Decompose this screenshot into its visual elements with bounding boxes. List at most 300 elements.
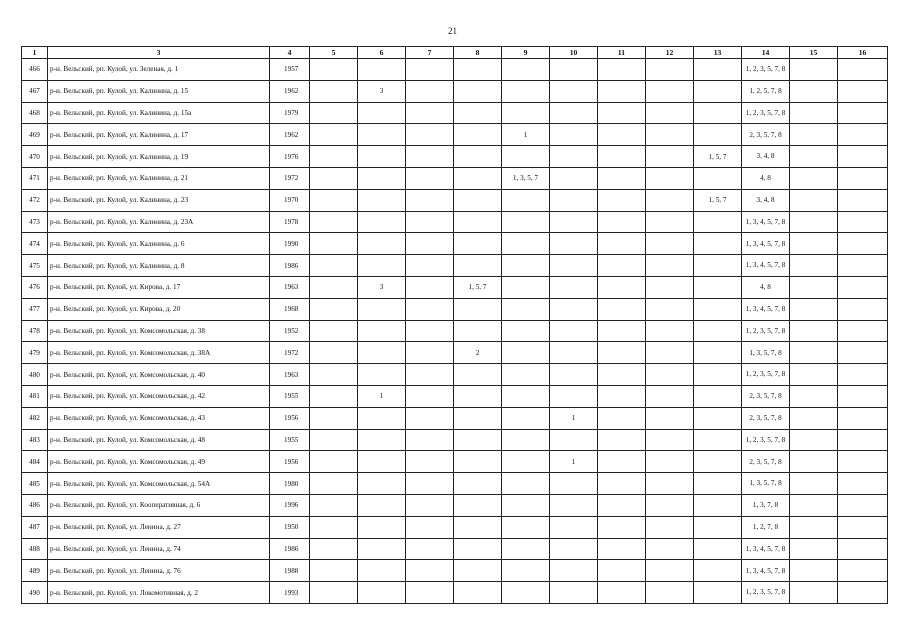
col-10-cell — [550, 167, 598, 189]
table-row — [22, 560, 888, 582]
col-15-cell — [790, 276, 838, 298]
col-16-cell — [838, 146, 888, 168]
table-row — [22, 451, 888, 473]
col-12-cell — [646, 429, 694, 451]
col-9-cell — [502, 211, 550, 233]
col-7-cell — [406, 364, 454, 386]
col-9-cell — [502, 146, 550, 168]
col-12-cell — [646, 385, 694, 407]
col-9-cell — [502, 364, 550, 386]
table-row — [22, 407, 888, 429]
col-5-cell — [310, 255, 358, 277]
col-11-cell — [598, 124, 646, 146]
col-16-cell — [838, 298, 888, 320]
col-7-cell — [406, 320, 454, 342]
row-number: 487 — [22, 516, 48, 538]
year-cell: 1970 — [270, 189, 310, 211]
col-14-cell: 1, 2, 3, 5, 7, 8 — [742, 102, 790, 124]
col-16-cell — [838, 59, 888, 81]
col-7-cell — [406, 451, 454, 473]
col-16-cell — [838, 364, 888, 386]
col-15-cell — [790, 364, 838, 386]
address-cell: р-н. Вельский, рп. Кулой, ул. Калинина, д. 21 — [48, 167, 270, 189]
col-5-cell — [310, 59, 358, 81]
col-7-cell — [406, 385, 454, 407]
col-10-cell: 1 — [550, 407, 598, 429]
col-14-cell: 1, 3, 4, 5, 7, 8 — [742, 560, 790, 582]
col-8-cell — [454, 429, 502, 451]
col-13-cell — [694, 298, 742, 320]
col-7-cell — [406, 342, 454, 364]
col-6-cell — [358, 59, 406, 81]
col-15-cell — [790, 102, 838, 124]
address-cell: р-н. Вельский, рп. Кулой, ул. Калинина, д. 15 — [48, 80, 270, 102]
col-8-cell — [454, 255, 502, 277]
year-cell: 1950 — [270, 516, 310, 538]
year-cell: 1957 — [270, 59, 310, 81]
col-9-cell — [502, 494, 550, 516]
col-12-cell — [646, 342, 694, 364]
col-16-cell — [838, 494, 888, 516]
column-header-8: 8 — [454, 47, 502, 59]
col-14-cell: 1, 3, 4, 5, 7, 8 — [742, 298, 790, 320]
col-9-cell — [502, 560, 550, 582]
table-row — [22, 582, 888, 604]
col-13-cell — [694, 516, 742, 538]
row-number: 475 — [22, 255, 48, 277]
col-9-cell — [502, 189, 550, 211]
col-5-cell — [310, 298, 358, 320]
col-12-cell — [646, 516, 694, 538]
col-6-cell — [358, 560, 406, 582]
col-14-cell: 2, 3, 5, 7, 8 — [742, 385, 790, 407]
year-cell: 1962 — [270, 80, 310, 102]
col-13-cell — [694, 364, 742, 386]
col-5-cell — [310, 407, 358, 429]
table-row — [22, 342, 888, 364]
address-cell: р-н. Вельский, рп. Кулой, ул. Калинина, д. 8 — [48, 255, 270, 277]
row-number: 473 — [22, 211, 48, 233]
col-14-cell: 1, 3, 5, 7, 8 — [742, 473, 790, 495]
col-7-cell — [406, 494, 454, 516]
col-11-cell — [598, 276, 646, 298]
col-5-cell — [310, 80, 358, 102]
col-15-cell — [790, 407, 838, 429]
col-7-cell — [406, 429, 454, 451]
col-6-cell — [358, 538, 406, 560]
col-11-cell — [598, 211, 646, 233]
year-cell: 1963 — [270, 364, 310, 386]
address-cell: р-н. Вельский, рп. Кулой, ул. Калинина, д. 19 — [48, 146, 270, 168]
col-15-cell — [790, 451, 838, 473]
col-9-cell — [502, 298, 550, 320]
col-10-cell — [550, 342, 598, 364]
address-cell: р-н. Вельский, рп. Кулой, ул. Комсомольская, д. 42 — [48, 385, 270, 407]
col-12-cell — [646, 276, 694, 298]
col-6-cell — [358, 211, 406, 233]
col-14-cell: 1, 2, 3, 5, 7, 8 — [742, 320, 790, 342]
row-number: 478 — [22, 320, 48, 342]
col-10-cell — [550, 189, 598, 211]
col-11-cell — [598, 342, 646, 364]
address-cell: р-н. Вельский, рп. Кулой, ул. Ленина, д. 27 — [48, 516, 270, 538]
col-15-cell — [790, 538, 838, 560]
table-row — [22, 320, 888, 342]
col-6-cell — [358, 473, 406, 495]
col-5-cell — [310, 429, 358, 451]
column-header-12: 12 — [646, 47, 694, 59]
column-header-4: 4 — [270, 47, 310, 59]
col-11-cell — [598, 189, 646, 211]
col-15-cell — [790, 189, 838, 211]
col-8-cell — [454, 407, 502, 429]
col-15-cell — [790, 429, 838, 451]
col-11-cell — [598, 473, 646, 495]
col-5-cell — [310, 189, 358, 211]
col-14-cell: 1, 3, 4, 5, 7, 8 — [742, 211, 790, 233]
year-cell: 1952 — [270, 320, 310, 342]
col-13-cell — [694, 320, 742, 342]
address-cell: р-н. Вельский, рп. Кулой, ул. Кооперативная, д. 6 — [48, 494, 270, 516]
col-7-cell — [406, 59, 454, 81]
col-5-cell — [310, 364, 358, 386]
col-16-cell — [838, 211, 888, 233]
column-header-14: 14 — [742, 47, 790, 59]
year-cell: 1956 — [270, 407, 310, 429]
address-cell: р-н. Вельский, рп. Кулой, ул. Кирова, д. 20 — [48, 298, 270, 320]
col-13-cell: 1, 5, 7 — [694, 189, 742, 211]
col-14-cell: 1, 2, 3, 5, 7, 8 — [742, 364, 790, 386]
col-7-cell — [406, 167, 454, 189]
row-number: 468 — [22, 102, 48, 124]
col-8-cell — [454, 167, 502, 189]
col-15-cell — [790, 320, 838, 342]
col-5-cell — [310, 342, 358, 364]
col-16-cell — [838, 342, 888, 364]
table-row — [22, 429, 888, 451]
col-14-cell: 1, 3, 4, 5, 7, 8 — [742, 538, 790, 560]
row-number: 472 — [22, 189, 48, 211]
col-7-cell — [406, 102, 454, 124]
column-header-1: 1 — [22, 47, 48, 59]
col-11-cell — [598, 320, 646, 342]
col-12-cell — [646, 80, 694, 102]
table-row — [22, 255, 888, 277]
col-11-cell — [598, 255, 646, 277]
col-12-cell — [646, 560, 694, 582]
col-10-cell — [550, 429, 598, 451]
col-9-cell — [502, 582, 550, 604]
year-cell: 1956 — [270, 451, 310, 473]
col-13-cell — [694, 538, 742, 560]
table-row — [22, 364, 888, 386]
col-6-cell: 1 — [358, 385, 406, 407]
col-6-cell — [358, 407, 406, 429]
header-row — [22, 47, 888, 59]
address-cell: р-н. Вельский, рп. Кулой, ул. Комсомольская, д. 48 — [48, 429, 270, 451]
col-5-cell — [310, 582, 358, 604]
col-11-cell — [598, 560, 646, 582]
col-6-cell: 3 — [358, 80, 406, 102]
col-13-cell — [694, 124, 742, 146]
col-12-cell — [646, 233, 694, 255]
col-14-cell: 4, 8 — [742, 167, 790, 189]
col-16-cell — [838, 320, 888, 342]
col-5-cell — [310, 451, 358, 473]
address-cell: р-н. Вельский, рп. Кулой, ул. Комсомольская, д. 38 — [48, 320, 270, 342]
year-cell: 1990 — [270, 233, 310, 255]
col-14-cell: 1, 3, 4, 5, 7, 8 — [742, 233, 790, 255]
col-12-cell — [646, 255, 694, 277]
col-6-cell — [358, 146, 406, 168]
building-registry-table — [21, 46, 888, 604]
year-cell: 1996 — [270, 494, 310, 516]
col-12-cell — [646, 189, 694, 211]
col-10-cell — [550, 80, 598, 102]
column-header-11: 11 — [598, 47, 646, 59]
row-number: 467 — [22, 80, 48, 102]
col-7-cell — [406, 582, 454, 604]
col-10-cell: 1 — [550, 451, 598, 473]
row-number: 483 — [22, 429, 48, 451]
address-cell: р-н. Вельский, рп. Кулой, ул. Калинина, д. 23А — [48, 211, 270, 233]
col-15-cell — [790, 211, 838, 233]
row-number: 466 — [22, 59, 48, 81]
col-5-cell — [310, 494, 358, 516]
col-5-cell — [310, 516, 358, 538]
col-10-cell — [550, 320, 598, 342]
col-9-cell — [502, 255, 550, 277]
col-6-cell — [358, 124, 406, 146]
col-6-cell — [358, 429, 406, 451]
column-header-5: 5 — [310, 47, 358, 59]
col-11-cell — [598, 167, 646, 189]
col-16-cell — [838, 560, 888, 582]
table-row — [22, 516, 888, 538]
col-9-cell — [502, 473, 550, 495]
column-header-9: 9 — [502, 47, 550, 59]
col-12-cell — [646, 298, 694, 320]
col-16-cell — [838, 255, 888, 277]
col-14-cell: 2, 3, 5, 7, 8 — [742, 407, 790, 429]
col-15-cell — [790, 473, 838, 495]
col-13-cell — [694, 342, 742, 364]
address-cell: р-н. Вельский, рп. Кулой, ул. Калинина, д. 6 — [48, 233, 270, 255]
row-number: 470 — [22, 146, 48, 168]
column-header-16: 16 — [838, 47, 888, 59]
col-11-cell — [598, 582, 646, 604]
col-5-cell — [310, 473, 358, 495]
col-6-cell — [358, 233, 406, 255]
col-13-cell — [694, 59, 742, 81]
col-10-cell — [550, 124, 598, 146]
col-14-cell: 1, 2, 3, 5, 7, 8 — [742, 429, 790, 451]
page-number: 21 — [448, 26, 457, 36]
col-7-cell — [406, 211, 454, 233]
col-7-cell — [406, 255, 454, 277]
table-row — [22, 276, 888, 298]
col-7-cell — [406, 298, 454, 320]
col-16-cell — [838, 276, 888, 298]
row-number: 490 — [22, 582, 48, 604]
col-16-cell — [838, 473, 888, 495]
col-13-cell — [694, 407, 742, 429]
table-row — [22, 473, 888, 495]
col-6-cell — [358, 364, 406, 386]
col-9-cell: 1, 3, 5, 7 — [502, 167, 550, 189]
col-11-cell — [598, 516, 646, 538]
col-12-cell — [646, 538, 694, 560]
row-number: 489 — [22, 560, 48, 582]
row-number: 479 — [22, 342, 48, 364]
col-8-cell — [454, 124, 502, 146]
col-16-cell — [838, 80, 888, 102]
col-9-cell — [502, 320, 550, 342]
col-15-cell — [790, 167, 838, 189]
column-header-7: 7 — [406, 47, 454, 59]
col-11-cell — [598, 102, 646, 124]
address-cell: р-н. Вельский, рп. Кулой, ул. Локомотивная, д. 2 — [48, 582, 270, 604]
year-cell: 1955 — [270, 429, 310, 451]
col-7-cell — [406, 560, 454, 582]
col-9-cell — [502, 59, 550, 81]
col-7-cell — [406, 146, 454, 168]
col-7-cell — [406, 189, 454, 211]
col-11-cell — [598, 233, 646, 255]
col-11-cell — [598, 538, 646, 560]
year-cell: 1972 — [270, 342, 310, 364]
table-row — [22, 167, 888, 189]
col-12-cell — [646, 146, 694, 168]
col-8-cell — [454, 538, 502, 560]
col-12-cell — [646, 582, 694, 604]
col-9-cell — [502, 407, 550, 429]
table-row — [22, 211, 888, 233]
row-number: 480 — [22, 364, 48, 386]
row-number: 476 — [22, 276, 48, 298]
col-6-cell — [358, 255, 406, 277]
table-row — [22, 189, 888, 211]
col-11-cell — [598, 364, 646, 386]
col-12-cell — [646, 211, 694, 233]
col-9-cell: 1 — [502, 124, 550, 146]
col-11-cell — [598, 407, 646, 429]
col-6-cell — [358, 298, 406, 320]
col-8-cell — [454, 494, 502, 516]
row-number: 484 — [22, 451, 48, 473]
col-12-cell — [646, 473, 694, 495]
col-16-cell — [838, 429, 888, 451]
year-cell: 1976 — [270, 146, 310, 168]
col-8-cell — [454, 385, 502, 407]
col-6-cell — [358, 451, 406, 473]
row-number: 482 — [22, 407, 48, 429]
year-cell: 1968 — [270, 298, 310, 320]
col-7-cell — [406, 124, 454, 146]
col-13-cell — [694, 560, 742, 582]
col-8-cell: 1, 5, 7 — [454, 276, 502, 298]
col-12-cell — [646, 407, 694, 429]
column-header-15: 15 — [790, 47, 838, 59]
table-row — [22, 233, 888, 255]
col-12-cell — [646, 451, 694, 473]
col-16-cell — [838, 582, 888, 604]
col-7-cell — [406, 516, 454, 538]
col-9-cell — [502, 429, 550, 451]
col-15-cell — [790, 560, 838, 582]
row-number: 471 — [22, 167, 48, 189]
col-5-cell — [310, 124, 358, 146]
col-14-cell: 3, 4, 8 — [742, 189, 790, 211]
col-6-cell — [358, 494, 406, 516]
col-12-cell — [646, 59, 694, 81]
col-16-cell — [838, 516, 888, 538]
col-8-cell — [454, 189, 502, 211]
col-10-cell — [550, 59, 598, 81]
col-10-cell — [550, 102, 598, 124]
col-11-cell — [598, 494, 646, 516]
col-6-cell: 3 — [358, 276, 406, 298]
col-9-cell — [502, 276, 550, 298]
column-header-3: 3 — [48, 47, 270, 59]
year-cell: 1955 — [270, 385, 310, 407]
col-9-cell — [502, 80, 550, 102]
col-10-cell — [550, 494, 598, 516]
col-11-cell — [598, 146, 646, 168]
col-8-cell — [454, 320, 502, 342]
col-15-cell — [790, 342, 838, 364]
col-14-cell: 1, 2, 5, 7, 8 — [742, 80, 790, 102]
col-16-cell — [838, 189, 888, 211]
address-cell: р-н. Вельский, рп. Кулой, ул. Калинина, д. 17 — [48, 124, 270, 146]
row-number: 469 — [22, 124, 48, 146]
col-13-cell — [694, 233, 742, 255]
table-row — [22, 298, 888, 320]
col-10-cell — [550, 233, 598, 255]
col-13-cell — [694, 451, 742, 473]
year-cell: 1972 — [270, 167, 310, 189]
col-13-cell — [694, 211, 742, 233]
col-15-cell — [790, 582, 838, 604]
col-10-cell — [550, 473, 598, 495]
table-row — [22, 102, 888, 124]
col-10-cell — [550, 364, 598, 386]
col-13-cell — [694, 385, 742, 407]
address-cell: р-н. Вельский, рп. Кулой, ул. Ленина, д. 76 — [48, 560, 270, 582]
address-cell: р-н. Вельский, рп. Кулой, ул. Комсомольская, д. 43 — [48, 407, 270, 429]
year-cell: 1978 — [270, 211, 310, 233]
col-6-cell — [358, 102, 406, 124]
col-5-cell — [310, 276, 358, 298]
col-8-cell — [454, 59, 502, 81]
col-7-cell — [406, 233, 454, 255]
table-row — [22, 80, 888, 102]
col-16-cell — [838, 233, 888, 255]
col-12-cell — [646, 124, 694, 146]
col-13-cell — [694, 582, 742, 604]
col-10-cell — [550, 516, 598, 538]
address-cell: р-н. Вельский, рп. Кулой, ул. Комсомольская, д. 49 — [48, 451, 270, 473]
address-cell: р-н. Вельский, рп. Кулой, ул. Калинина, д. 23 — [48, 189, 270, 211]
col-12-cell — [646, 494, 694, 516]
row-number: 485 — [22, 473, 48, 495]
table-row — [22, 494, 888, 516]
col-6-cell — [358, 167, 406, 189]
row-number: 486 — [22, 494, 48, 516]
col-10-cell — [550, 582, 598, 604]
col-14-cell: 2, 3, 5, 7, 8 — [742, 451, 790, 473]
col-8-cell — [454, 146, 502, 168]
